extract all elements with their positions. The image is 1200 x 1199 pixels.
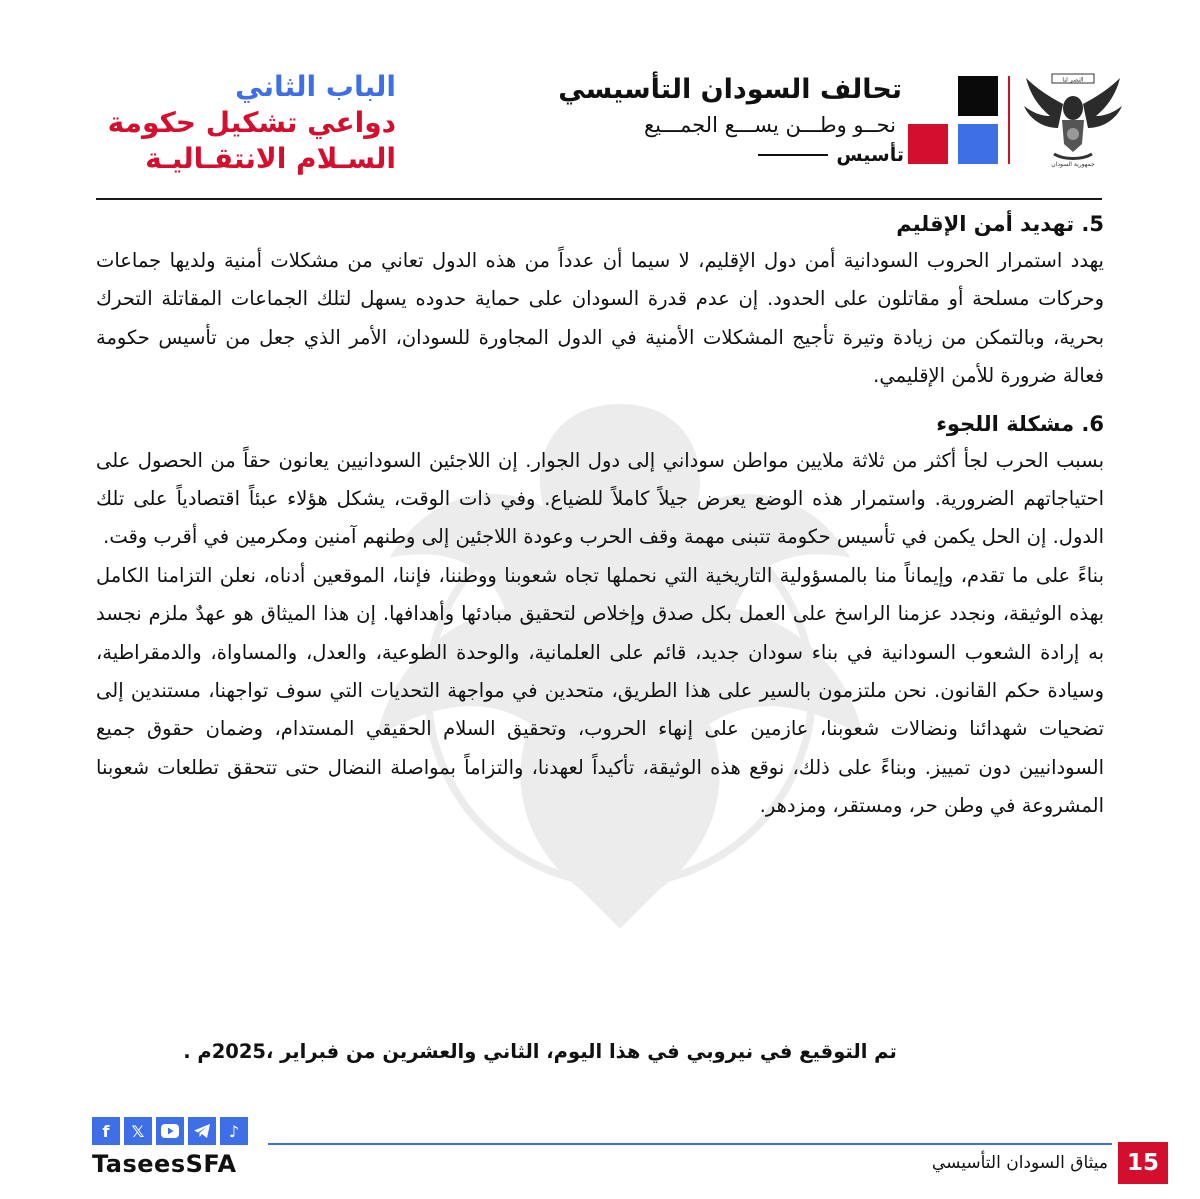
telegram-icon[interactable] bbox=[188, 1117, 216, 1145]
logo-square-blue bbox=[958, 124, 998, 164]
sudan-emblem-logo bbox=[1018, 68, 1128, 168]
page-number: 15 bbox=[1118, 1142, 1168, 1184]
document-body bbox=[96, 206, 1104, 826]
org-name: تحالف السودان التأسيسي bbox=[558, 74, 902, 105]
chapter-title-line-1: دواعي تشكيل حكومة bbox=[107, 106, 396, 139]
tiktok-icon[interactable]: ♪ bbox=[220, 1117, 248, 1145]
section-paragraph: بسبب الحرب لجأ أكثر من ثلاثة ملايين مواطن سوداني إلى دول الجوار. إن اللاجئين السودانيين يعانون حقاً من الحصول على احتياجاتهم الضرورية. واستمرار هذه الوضع يعرض جيلاً كاملاً للضياع. وفي ذات الوقت، يشكل هؤلاء عبئاً اقتصادياً على تلك الدول. إن الحل يكمن في تأسيس حكومة تتبنى مهمة وقف الحرب وعودة اللاجئين إلى وطنهم آمنين ومكرمين في أقرب وقت. bbox=[96, 448, 1104, 549]
logo-square-red bbox=[908, 124, 948, 164]
section-paragraph: يهدد استمرار الحروب السودانية أمن دول الإقليم، لا سيما أن عدداً من هذه الدول تعاني من مشكلات أمنية ولديها جماعات وحركات مسلحة أو مقاتلون على الحدود. إن عدم قدرة السودان على حماية حدوده يسهل لتلك الجماعات المقاتلة التحرك بحرية، وبالتمكن من زيادة وتيرة تأجيج المشكلات الأمنية في الدول المجاورة للسودان، الأمر الذي جعل من تأسيس حكومة فعالة ضرورة للأمن الإقليمي. bbox=[96, 249, 1104, 388]
footer-rule bbox=[268, 1143, 1112, 1145]
youtube-icon[interactable] bbox=[156, 1117, 184, 1145]
section-paragraph: بناءً على ما تقدم، وإيماناً منا بالمسؤولية التاريخية التي نحملها تجاه شعوبنا ووطننا، فإننا، الموقعين أدناه، نعلن التزامنا الكامل بهذه الوثيقة، ونجدد عزمنا الراسخ على العمل بكل صدق وإخلاص لتحقيق مبادئها وأهدافها. إن هذا الميثاق هو عهدٌ ملزم نجسد به إرادة الشعوب السودانية في بناء سودان جديد، قائم على العلمانية، والوحدة الطوعية، والعدل، والمساواة، والدمقراطية، وسيادة حكم القانون. نحن ملتزمون بالسير على هذا الطريق، متحدين في مواجهة التحديات التي سوف تواجهنا، مستندين إلى تضحيات شهدائنا ونضالات شعوبنا، عازمين على إنهاء الحروب، وتحقيق السلام الحقيقي المستدام، وضمان حقوق جميع السودانيين دون تمييز. وبناءً على ذلك، نوقع هذه الوثيقة، تأكيداً لعهدنا، والتزاماً بمواصلة النضال حتى تتحقق تطلعات شعوبنا المشروعة في وطن حر، ومستقر، ومزدهر. bbox=[96, 563, 1104, 818]
facebook-icon[interactable]: f bbox=[92, 1117, 120, 1145]
logo-square-black bbox=[958, 76, 998, 116]
x-icon[interactable]: 𝕏 bbox=[124, 1117, 152, 1145]
org-short-name: تأسيس bbox=[836, 144, 904, 166]
signature-line: تم التوقيع في نيروبي في هذا اليوم، الثاني والعشرين من فبراير ،2025م . bbox=[183, 1040, 897, 1063]
short-name-rule bbox=[758, 154, 828, 156]
org-short-name-row bbox=[758, 144, 904, 166]
footer-document-title: ميثاق السودان التأسيسي bbox=[931, 1153, 1108, 1173]
emblem-text-bottom: جمهورية السودان bbox=[1051, 161, 1095, 168]
emblem-text-top: النصر لنا bbox=[1062, 76, 1084, 84]
section-heading: 5. تهديد أمن الإقليم bbox=[896, 212, 1104, 236]
social-icons bbox=[92, 1117, 248, 1145]
chapter-number: الباب الثاني bbox=[235, 70, 396, 103]
social-handle[interactable]: TaseesSFA bbox=[92, 1150, 237, 1178]
header-divider bbox=[1008, 76, 1010, 164]
chapter-title-line-2: السـلام الانتقـاليـة bbox=[145, 142, 396, 175]
header-rule bbox=[96, 198, 1102, 200]
section-heading: 6. مشكلة اللجوء bbox=[936, 411, 1104, 436]
org-slogan: نحــو وطـــن يســـع الجمـــيع bbox=[644, 113, 896, 137]
